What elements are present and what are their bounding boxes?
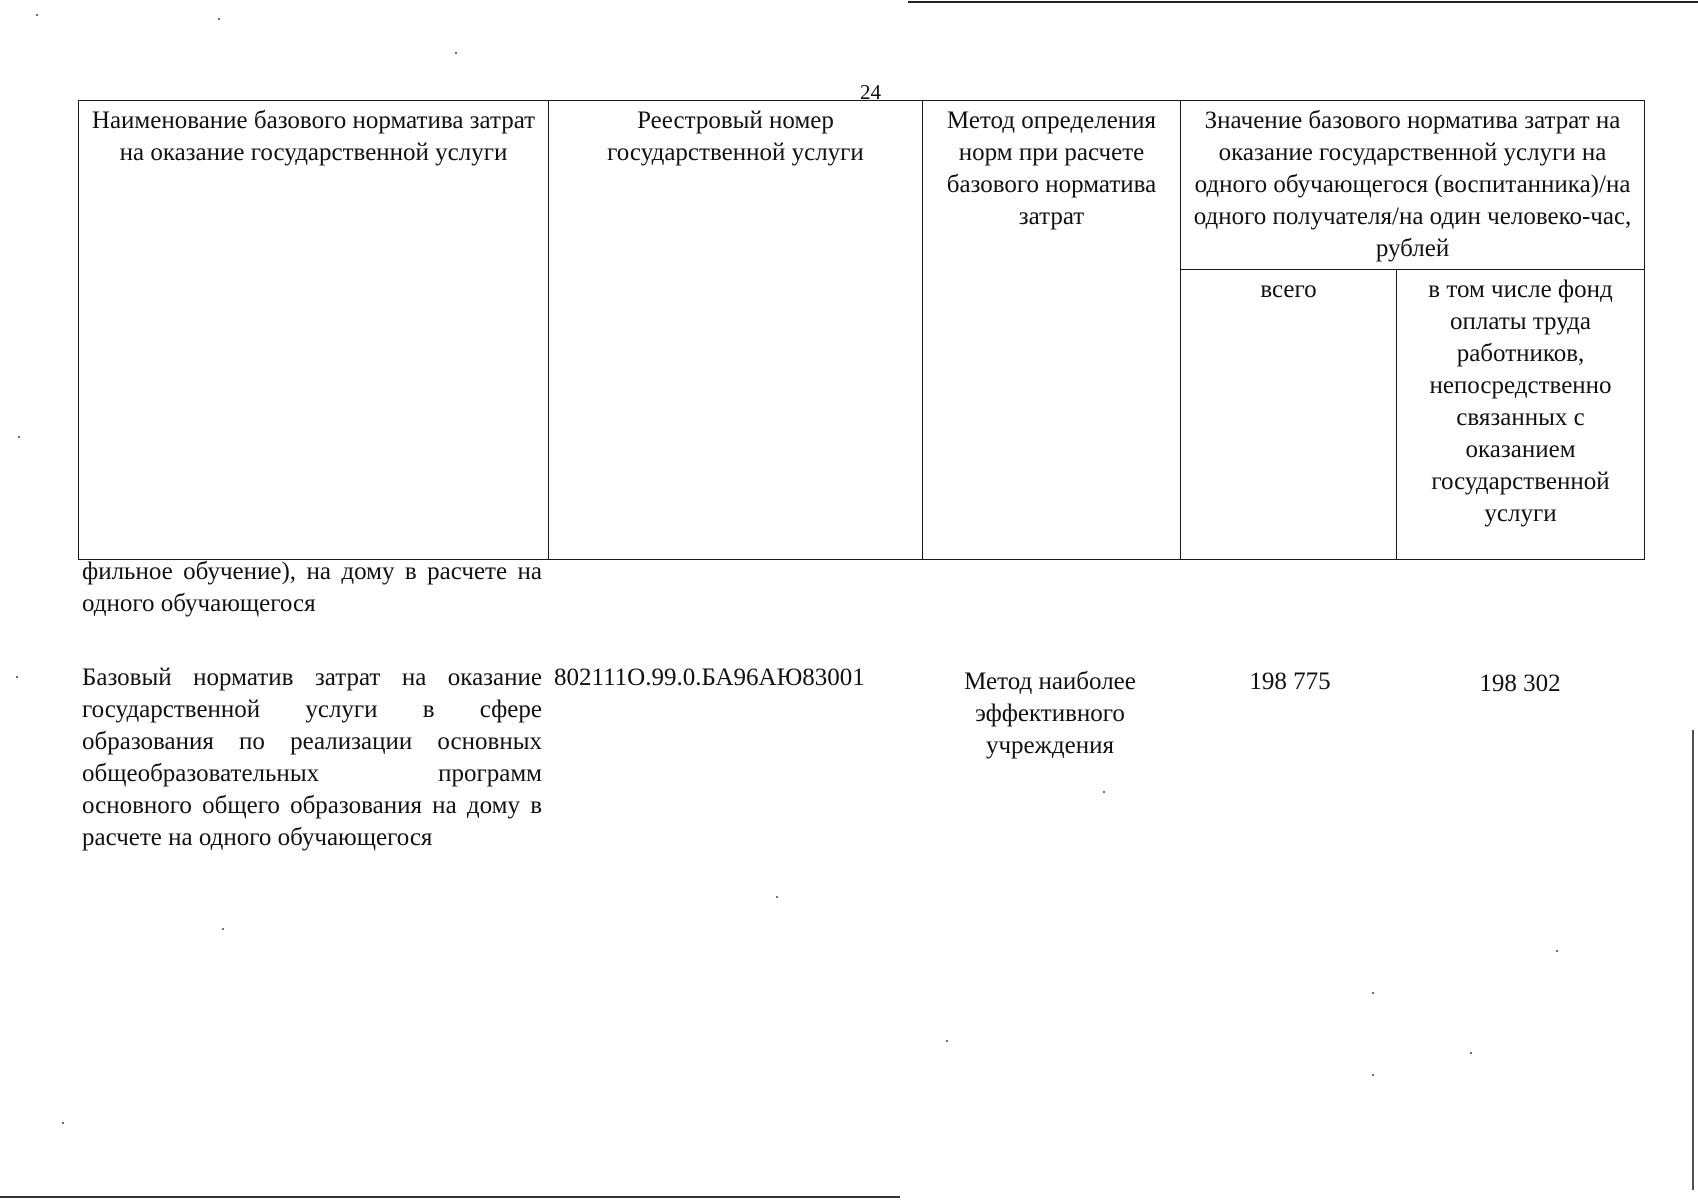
scan-speck	[946, 1040, 948, 1042]
row-fund-cell: 198 302	[1479, 670, 1561, 697]
scan-speck	[16, 676, 18, 678]
scan-speck	[1372, 1074, 1374, 1076]
scan-speck	[218, 18, 220, 20]
row-registry-number-cell: 802111О.99.0.БА96АЮ83001	[554, 664, 865, 691]
scan-speck	[222, 928, 224, 930]
scan-speck	[62, 1122, 64, 1124]
header-cell-total: всего	[1181, 270, 1397, 560]
scan-speck	[36, 14, 38, 16]
header-cell-registry-number: Реестровый номер государственной услуги	[549, 101, 923, 560]
continuation-text: фильное обучение), на дому в расчете на одного обучающегося	[82, 558, 542, 617]
page-number: 24	[860, 80, 881, 104]
scan-speck	[455, 52, 457, 54]
header-cell-method: Метод определения норм при расчете базового норматива затрат	[923, 101, 1181, 560]
scan-speck	[776, 896, 778, 898]
row-name-cell: Базовый норматив затрат на оказание государственной услуги в сфере образования по реализации основных общеобразовательных программ основного общего образования на дому в расчете на одного обучающегося	[82, 664, 542, 851]
scan-edge-right	[1692, 730, 1694, 1190]
header-cell-name: Наименование базового норматива затрат на оказание государственной услуги	[79, 101, 549, 560]
scan-speck	[1470, 1052, 1472, 1054]
scan-speck	[1556, 950, 1558, 952]
scan-speck	[1103, 791, 1105, 793]
scan-speck	[1372, 992, 1374, 994]
row-total-cell: 198 775	[1249, 668, 1331, 695]
header-cell-value-group: Значение базового норматива затрат на оказание государственной услуги на одного обучающегося (воспитанника)/на одного получателя/на один человеко-час, рублей	[1181, 101, 1645, 270]
scan-edge-bottom	[0, 1196, 900, 1198]
header-cell-fund: в том числе фонд оплаты труда работников, непосредственно связанных с оказанием государственной услуги	[1397, 270, 1645, 560]
scan-edge-top	[908, 1, 1698, 3]
row-method-cell: Метод наиболее эффективного учреждения	[964, 668, 1136, 759]
scan-speck	[18, 436, 20, 438]
table-header	[78, 100, 1645, 560]
